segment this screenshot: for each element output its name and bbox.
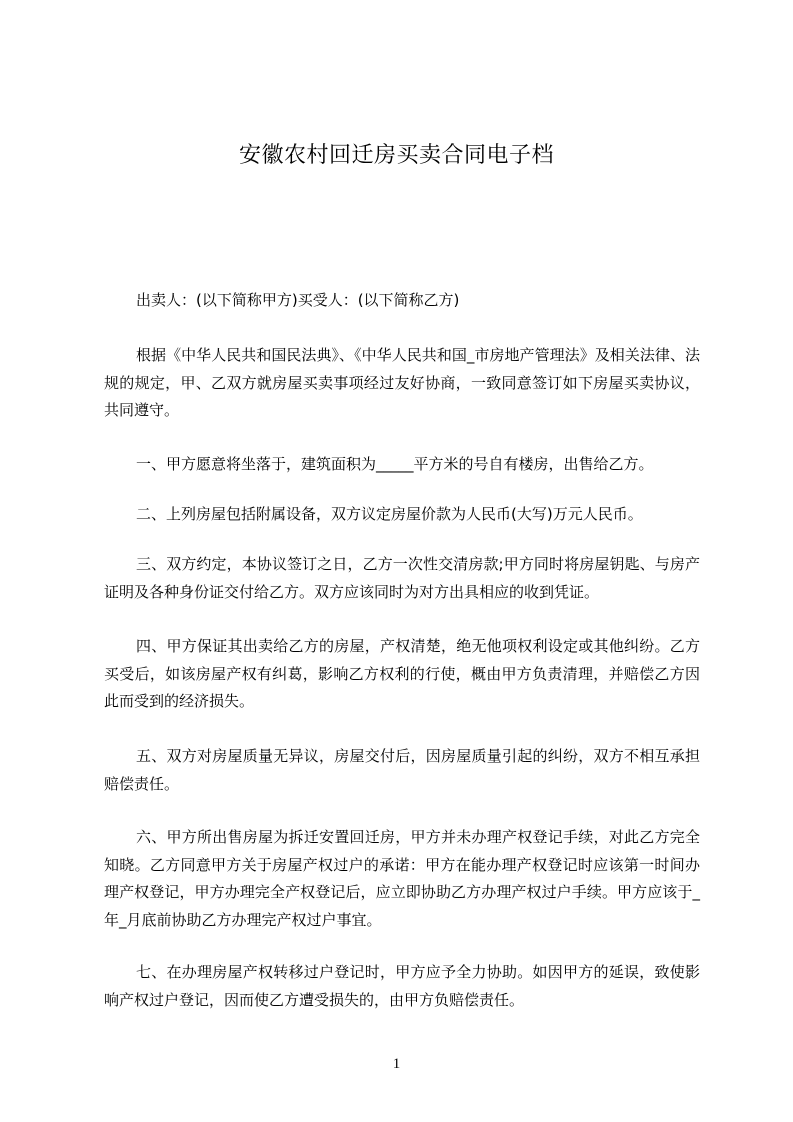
clause-2: 二、上列房屋包括附属设备，双方议定房屋价款为人民币(大写)万元人民币。 [136,505,643,523]
clause-4: 四、甲方保证其出卖给乙方的房屋，产权清楚，绝无他项权利设定或其他纠纷。乙方买受后，如该房屋产权有纠葛，影响乙方权利的行使，概由甲方负责清理，并赔偿乙方因此而受到的经济损失。 [104,637,700,710]
page-number: 1 [392,1056,401,1072]
parties-line: 出卖人：(以下简称甲方)买受人：(以下简称乙方) [136,291,460,309]
intro-paragraph: 根据《中华人民共和国民法典》、《中华人民共和国_市房地产管理法》及相关法律、法规的规定，甲、乙双方就房屋买卖事项经过友好协商，一致同意签订如下房屋买卖协议，共同遵守。 [104,346,700,419]
clause-7: 七、在办理房屋产权转移过户登记时，甲方应予全力协助。如因甲方的延误，致使影响产权过户登记，因而使乙方遭受损失的，由甲方负赔偿责任。 [104,963,700,1009]
clause-6: 六、甲方所出售房屋为拆迁安置回迁房，甲方并未办理产权登记手续，对此乙方完全知晓。乙方同意甲方关于房屋产权过户的承诺：甲方在能办理产权登记时应该第一时间办理产权登记，甲方办理完全产权登记后，应立即协助乙方办理产权过户手续。甲方应该于_年_月底前协助乙方办理完产权过户事宜。 [104,828,700,929]
clause-3: 三、双方约定，本协议签订之日，乙方一次性交清房款;甲方同时将房屋钥匙、与房产证明及各种身份证交付给乙方。双方应该同时为对方出具相应的收到凭证。 [104,555,700,601]
clause-1: 一、甲方愿意将坐落于，建筑面积为_____平方米的号自有楼房，出售给乙方。 [136,455,654,473]
document-title: 安徽农村回迁房买卖合同电子档 [238,143,554,168]
clause-5: 五、双方对房屋质量无异议，房屋交付后，因房屋质量引起的纠纷，双方不相互承担赔偿责任。 [104,747,700,793]
